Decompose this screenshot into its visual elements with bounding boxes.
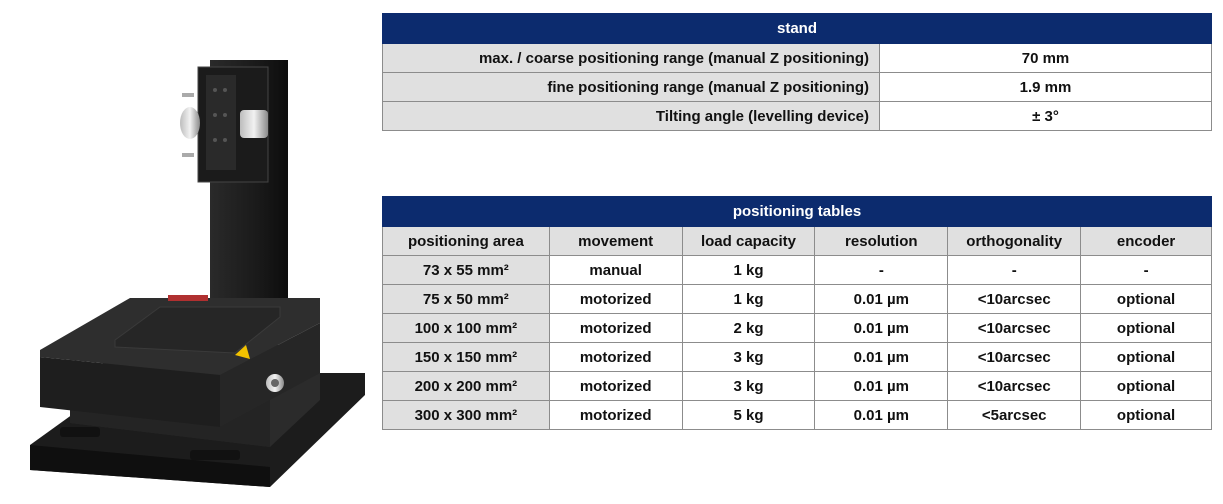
- table-cell: 100 x 100 mm²: [383, 314, 550, 343]
- table-row: [383, 372, 1212, 401]
- table-cell: 150 x 150 mm²: [383, 343, 550, 372]
- table-cell: motorized: [549, 372, 682, 401]
- table-row: [383, 73, 1212, 102]
- table-row: [383, 285, 1212, 314]
- stand-product-image: [20, 55, 370, 495]
- table-cell: <5arcsec: [948, 401, 1081, 430]
- table-cell: 5 kg: [682, 401, 815, 430]
- table-cell: <10arcsec: [948, 314, 1081, 343]
- table-cell: optional: [1081, 372, 1212, 401]
- column-header: encoder: [1081, 227, 1212, 256]
- table-cell: 3 kg: [682, 343, 815, 372]
- spec-value: 1.9 mm: [880, 73, 1212, 102]
- table-cell: optional: [1081, 343, 1212, 372]
- table-cell: motorized: [549, 343, 682, 372]
- table-cell: 2 kg: [682, 314, 815, 343]
- table-cell: motorized: [549, 401, 682, 430]
- spec-value: 70 mm: [880, 44, 1212, 73]
- positioning-table-title: positioning tables: [383, 197, 1212, 227]
- table-row: [383, 343, 1212, 372]
- spec-label: fine positioning range (manual Z positioning): [383, 73, 880, 102]
- table-cell: <10arcsec: [948, 372, 1081, 401]
- table-cell: motorized: [549, 285, 682, 314]
- table-cell: 0.01 µm: [815, 343, 948, 372]
- table-cell: optional: [1081, 285, 1212, 314]
- positioning-tables-table: [382, 196, 1212, 430]
- table-cell: 73 x 55 mm²: [383, 256, 550, 285]
- spec-label: Tilting angle (levelling device): [383, 102, 880, 131]
- table-row: [383, 44, 1212, 73]
- table-cell: 75 x 50 mm²: [383, 285, 550, 314]
- table-cell: 300 x 300 mm²: [383, 401, 550, 430]
- table-cell: -: [948, 256, 1081, 285]
- table-cell: manual: [549, 256, 682, 285]
- spec-value: ± 3°: [880, 102, 1212, 131]
- table-cell: 1 kg: [682, 285, 815, 314]
- table-cell: 1 kg: [682, 256, 815, 285]
- table-cell: 0.01 µm: [815, 285, 948, 314]
- table-cell: -: [815, 256, 948, 285]
- table-row: [383, 401, 1212, 430]
- table-cell: motorized: [549, 314, 682, 343]
- spec-label: max. / coarse positioning range (manual Z positioning): [383, 44, 880, 73]
- table-cell: 0.01 µm: [815, 401, 948, 430]
- table-row: [383, 256, 1212, 285]
- table-cell: 0.01 µm: [815, 314, 948, 343]
- column-header: resolution: [815, 227, 948, 256]
- table-cell: 200 x 200 mm²: [383, 372, 550, 401]
- stand-table-title: stand: [383, 14, 1212, 44]
- column-header: movement: [549, 227, 682, 256]
- column-header: load capacity: [682, 227, 815, 256]
- column-header: positioning area: [383, 227, 550, 256]
- table-row: [383, 102, 1212, 131]
- table-cell: -: [1081, 256, 1212, 285]
- table-cell: <10arcsec: [948, 343, 1081, 372]
- column-header-row: [383, 227, 1212, 256]
- table-cell: 0.01 µm: [815, 372, 948, 401]
- table-row: [383, 314, 1212, 343]
- table-cell: <10arcsec: [948, 285, 1081, 314]
- table-cell: 3 kg: [682, 372, 815, 401]
- table-cell: optional: [1081, 401, 1212, 430]
- table-cell: optional: [1081, 314, 1212, 343]
- stand-specs-table: [382, 13, 1212, 131]
- column-header: orthogonality: [948, 227, 1081, 256]
